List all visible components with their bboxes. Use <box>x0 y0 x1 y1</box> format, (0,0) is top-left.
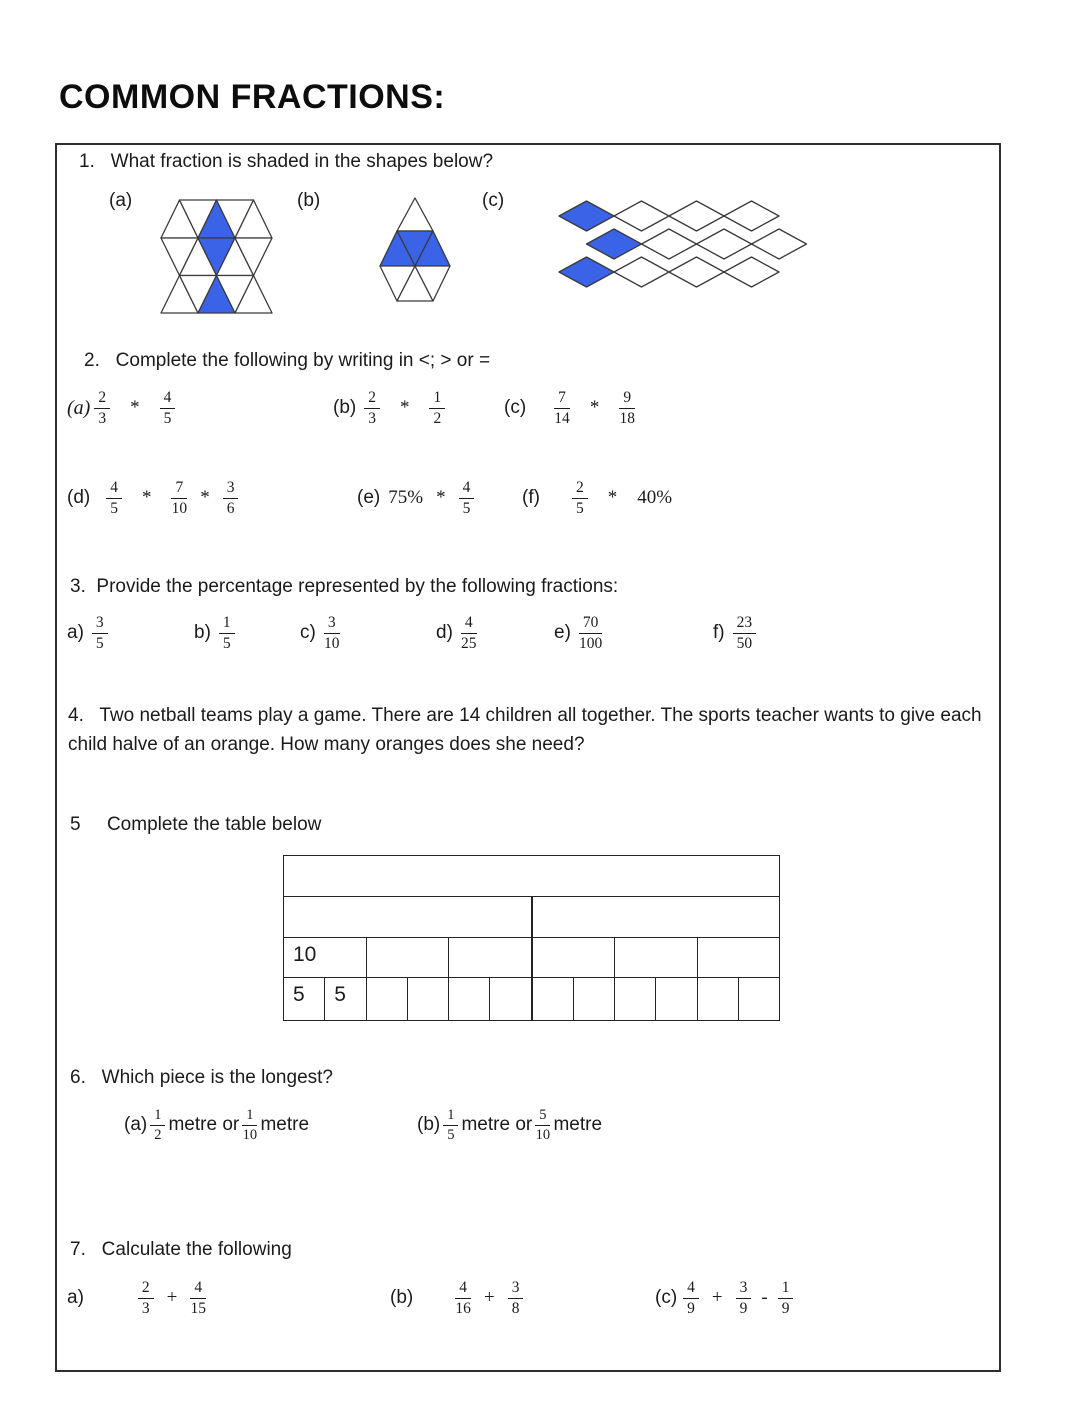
fraction-numerator: 3 <box>736 1279 752 1298</box>
table-row-title <box>284 856 779 896</box>
q6-heading: 6. Which piece is the longest? <box>70 1067 333 1088</box>
fraction-denominator: 3 <box>98 409 107 427</box>
operator: + <box>166 1287 178 1308</box>
q3-item-f-label: f) <box>713 622 725 643</box>
q2-item-d-label: (d) <box>67 487 91 508</box>
q3-item-b-label: b) <box>194 622 211 643</box>
q2-item-b <box>333 386 445 430</box>
fraction-numerator: 3 <box>223 479 239 498</box>
fraction-numerator: 3 <box>508 1279 524 1298</box>
operator: + <box>711 1287 723 1308</box>
comparison-placeholder: * <box>589 397 600 418</box>
q2-item-d <box>67 476 238 520</box>
q2-item-c-label: (c) <box>504 397 527 418</box>
fraction <box>106 479 122 517</box>
unit-text: metre or <box>168 1114 240 1135</box>
fraction-numerator: 4 <box>106 479 122 498</box>
fraction-numerator: 3 <box>92 614 108 633</box>
fraction-numerator: 1 <box>219 614 235 633</box>
table-cell <box>573 978 614 1020</box>
fraction-numerator: 2 <box>138 1279 154 1298</box>
fraction <box>554 389 570 427</box>
comparison-placeholder: * <box>607 487 618 508</box>
shape-c-diamond-grid-image <box>557 200 813 292</box>
q2-item-f-label: (f) <box>522 487 540 508</box>
fraction-denominator: 5 <box>462 499 471 517</box>
fraction-denominator: 16 <box>455 1299 471 1317</box>
fraction-numerator: 23 <box>733 614 757 633</box>
q3-heading: 3. Provide the percentage represented by the following fractions: <box>70 576 619 597</box>
shape-b-hexagon-triangles-image <box>379 197 451 303</box>
comparison-placeholder: * <box>436 487 446 508</box>
table-cell <box>614 978 655 1020</box>
table-cell <box>655 978 696 1020</box>
table-row-tens <box>284 937 779 977</box>
fraction-numerator: 4 <box>190 1279 206 1298</box>
fraction <box>138 1279 154 1317</box>
q5-heading: 5 Complete the table below <box>70 814 322 835</box>
fraction-denominator: 5 <box>222 634 231 652</box>
page-title: COMMON FRACTIONS: <box>59 78 446 116</box>
fraction-denominator: 10 <box>323 634 340 652</box>
q3-item-f <box>713 611 756 655</box>
q1-label-c: (c) <box>482 190 505 211</box>
fraction <box>535 1107 550 1142</box>
fraction-numerator: 1 <box>429 389 445 408</box>
q4-text: 4. Two netball teams play a game. There are 14 children all together. The sports teacher wants to give each child halve of an orange. How many oranges does she need? <box>68 705 987 755</box>
fraction-numerator: 4 <box>160 389 176 408</box>
fraction-denominator: 9 <box>739 1299 748 1317</box>
fraction-numerator: 7 <box>554 389 570 408</box>
table-cell <box>531 978 573 1020</box>
fraction-denominator: 50 <box>736 634 753 652</box>
fraction-numerator: 2 <box>94 389 110 408</box>
fraction <box>736 1279 752 1317</box>
fraction-numerator: 1 <box>778 1279 794 1298</box>
fraction <box>579 614 603 652</box>
fraction-denominator: 15 <box>190 1299 206 1317</box>
q6-item-a <box>124 1105 312 1145</box>
table-cell <box>697 978 738 1020</box>
fraction-numerator: 2 <box>572 479 588 498</box>
q7-item-a-label: a) <box>67 1287 84 1308</box>
table-cell <box>284 856 779 896</box>
fraction-numerator: 4 <box>459 479 475 498</box>
fraction-numerator: 70 <box>579 614 603 633</box>
q3-item-c <box>300 611 340 655</box>
q3-item-a-label: a) <box>67 622 84 643</box>
fraction <box>429 389 445 427</box>
fraction-denominator: 2 <box>154 1126 162 1143</box>
table-cell: 5 <box>324 978 365 1020</box>
table-cell <box>448 978 489 1020</box>
table-cell <box>738 978 779 1020</box>
fraction-denominator: 10 <box>242 1126 258 1143</box>
fraction-denominator: 3 <box>368 409 376 427</box>
fraction-denominator: 25 <box>461 634 477 652</box>
q1-heading: 1. What fraction is shaded in the shapes below? <box>79 151 494 172</box>
fraction <box>778 1279 794 1317</box>
q6-item-a-label: (a) <box>124 1114 148 1135</box>
q3-item-d <box>436 611 477 655</box>
fraction-denominator: 6 <box>226 499 235 517</box>
fraction <box>508 1279 524 1317</box>
table-cell <box>366 938 449 977</box>
q2-item-e <box>357 476 474 520</box>
q7-item-c-label: (c) <box>655 1287 678 1308</box>
fraction <box>242 1107 257 1142</box>
fraction-numerator: 1 <box>242 1107 257 1125</box>
q6-item-b <box>417 1105 605 1145</box>
q3-item-b <box>194 611 235 655</box>
fraction-denominator: 9 <box>781 1299 790 1317</box>
q2-item-f <box>522 476 672 520</box>
fraction <box>94 389 110 427</box>
table-cell <box>366 978 407 1020</box>
table-cell <box>531 938 615 977</box>
q2-item-c <box>504 386 635 430</box>
table-cell: 5 <box>293 983 305 1006</box>
table-cell <box>407 978 448 1020</box>
fraction-denominator: 18 <box>619 409 636 427</box>
worksheet-box <box>55 143 1001 1372</box>
table-cell <box>614 938 697 977</box>
fraction-denominator: 5 <box>575 499 584 517</box>
fraction <box>160 389 176 427</box>
fraction-denominator: 5 <box>110 499 118 517</box>
fraction-numerator: 1 <box>443 1107 458 1125</box>
fraction <box>572 479 588 517</box>
fraction <box>455 1279 471 1317</box>
table-cell <box>284 897 531 937</box>
comparison-placeholder: * <box>130 397 140 418</box>
q6-item-b-label: (b) <box>417 1114 441 1135</box>
fraction-denominator: 5 <box>95 634 104 652</box>
q3-item-c-label: c) <box>300 622 316 643</box>
fraction <box>619 389 635 427</box>
comparison-placeholder: * <box>141 487 152 508</box>
fraction <box>150 1107 165 1142</box>
fraction <box>92 614 108 652</box>
fraction-numerator: 4 <box>455 1279 471 1298</box>
fraction <box>364 389 380 427</box>
fraction-denominator: 10 <box>171 499 188 517</box>
fraction-denominator: 5 <box>447 1126 455 1143</box>
fraction <box>461 614 477 652</box>
fraction-denominator: 14 <box>554 409 570 427</box>
shape-a-triangle-grid-image <box>159 199 274 314</box>
comparison-placeholder: * <box>200 487 210 508</box>
table-cell <box>489 978 530 1020</box>
fraction-numerator: 1 <box>150 1107 165 1125</box>
fraction-denominator: 3 <box>141 1299 150 1317</box>
table-cell <box>531 897 780 937</box>
unit-text: metre <box>260 1114 310 1135</box>
fraction-denominator: 10 <box>535 1126 551 1143</box>
fraction-numerator: 5 <box>535 1107 550 1125</box>
q1-label-b: (b) <box>297 190 321 211</box>
operator: - <box>761 1287 768 1308</box>
q7-heading: 7. Calculate the following <box>70 1239 292 1260</box>
q3-item-d-label: d) <box>436 622 453 643</box>
fraction <box>459 479 475 517</box>
fraction-numerator: 9 <box>619 389 635 408</box>
q7-item-c <box>655 1276 793 1320</box>
operator: + <box>483 1287 495 1308</box>
fraction <box>733 614 757 652</box>
unit-text: metre or <box>461 1114 533 1135</box>
fraction <box>190 1279 206 1317</box>
q3-item-e <box>554 611 602 655</box>
comparison-placeholder: * <box>399 397 410 418</box>
fraction-numerator: 4 <box>683 1279 699 1298</box>
unit-text: metre <box>553 1114 603 1135</box>
fraction-numerator: 2 <box>364 389 380 408</box>
fraction <box>223 479 239 517</box>
percent-value: 40% <box>637 487 673 508</box>
q2-item-e-label: (e) <box>357 487 381 508</box>
fraction-numerator: 4 <box>461 614 477 633</box>
fraction <box>443 1107 458 1142</box>
fraction-denominator: 5 <box>163 409 172 427</box>
fraction-numerator: 7 <box>171 479 187 498</box>
q7-item-b-label: (b) <box>390 1287 414 1308</box>
q7-item-a <box>67 1276 206 1320</box>
fraction <box>171 479 187 517</box>
percent-value: 75% <box>388 487 424 508</box>
fraction <box>219 614 235 652</box>
fraction <box>324 614 340 652</box>
table-cell <box>697 938 780 977</box>
fraction-numerator: 3 <box>324 614 340 633</box>
fraction-denominator: 9 <box>687 1299 695 1317</box>
q3-item-e-label: e) <box>554 622 571 643</box>
fraction-denominator: 100 <box>579 634 603 652</box>
table-row-header <box>284 896 779 937</box>
q2-item-a-label: (a) <box>67 396 91 419</box>
q5-table <box>283 855 780 1021</box>
q1-label-a: (a) <box>109 190 133 211</box>
q7-item-b <box>390 1276 523 1320</box>
q2-heading: 2. Complete the following by writing in <; > or = <box>84 350 491 371</box>
q2-item-b-label: (b) <box>333 397 357 418</box>
fraction-denominator: 2 <box>433 409 442 427</box>
table-cell: 10 <box>293 943 317 966</box>
q3-item-a <box>67 611 108 655</box>
fraction-denominator: 8 <box>511 1299 520 1317</box>
fraction <box>683 1279 699 1317</box>
table-cell <box>448 938 531 977</box>
q2-item-a <box>67 386 175 430</box>
table-row-fives <box>284 977 779 1020</box>
